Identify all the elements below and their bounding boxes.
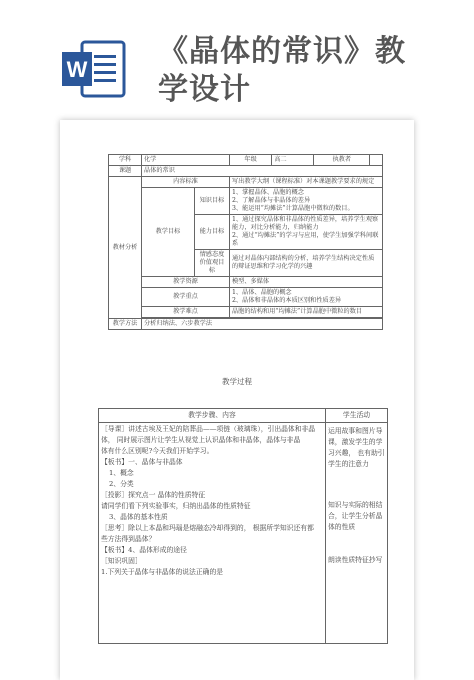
knowledge-item: 1、掌握晶体、晶胞的概念 (232, 189, 304, 196)
lesson-line: 【板书】4、晶体形成的途径 (101, 546, 187, 554)
grade-value: 高二 (272, 155, 314, 166)
difficulty-label: 教学难点 (142, 307, 230, 318)
standard-text: 写出教学大纲（课程标准）对本课题教学要求的规定 (230, 177, 383, 188)
key-item: 2、晶体和非晶体的本质区别和性质差异 (232, 297, 342, 304)
ability-items (230, 215, 383, 250)
lesson-content (99, 423, 326, 644)
topic-label: 课题 (109, 166, 142, 177)
standard-label: 内容标准 (142, 177, 230, 188)
teacher-value (370, 155, 383, 166)
knowledge-items (230, 188, 383, 215)
lesson-line: 3、晶体的基本性质 (109, 513, 168, 521)
ability-label: 能力目标 (195, 215, 230, 250)
emotion-label: 情感态度价值观目标 (195, 250, 230, 277)
activity-header: 学生活动 (326, 409, 388, 423)
lesson-line: 体， 同时展示图片让学生从视觉上认识晶体和非晶体，晶体与非晶 (101, 436, 301, 444)
process-title: 教学过程 (222, 377, 252, 386)
lesson-line: 1.下列关于晶体与非晶体的说法正确的是 (101, 568, 224, 576)
ability-item: 2、通过“均摊法”的学习与应用，使学生加强学科间联系 (232, 232, 379, 247)
emotion-text: 通过对晶体内部结构的分析，培养学生结构决定性质的辩证思维和学习化学的兴趣 (230, 250, 383, 277)
student-activities (326, 423, 388, 644)
difficulty-value: 晶胞的结构和用“均摊法”计算晶胞中微粒的数目 (230, 307, 383, 318)
lesson-line: ［导课］讲述古埃及王妃的陪葬品——项链（玻璃珠），引出晶体和非晶 (101, 425, 316, 433)
lesson-line: 体有什么区别呢?今天我们开始学习。 (101, 447, 214, 455)
analysis-label: 教材分析 (109, 177, 142, 319)
key-label: 教学重点 (142, 288, 230, 307)
svg-text:W: W (66, 57, 88, 82)
document-title-line-1: 《晶体的常识》教 (158, 34, 406, 69)
lesson-line: ［知识巩固］ (101, 557, 142, 565)
knowledge-item: 3、能运用“均摊法”计算晶胞中微粒的数目。 (232, 205, 354, 212)
key-items (230, 288, 383, 307)
ability-item: 1、通过探究晶体和非晶体的性质差异，培养学生观察能力，对比分析能力，归纳能力 (232, 216, 379, 231)
subject-label: 学科 (109, 155, 142, 166)
lesson-line: 些方法得到晶体？ (101, 535, 156, 543)
lesson-line: 【板书】一、晶体与非晶体 (101, 458, 183, 466)
document-title-line-2: 学设计 (158, 72, 251, 107)
student-activity: 朗读性质特征抄写 (328, 556, 383, 564)
goal-label: 教学目标 (142, 188, 195, 277)
method-label: 教学方法 (109, 319, 142, 330)
knowledge-item: 2、了解晶体与非晶体的差异 (232, 197, 311, 204)
teacher-label: 执教者 (314, 155, 370, 166)
lesson-line: ［投影］探究点一 晶体的性质特征 (101, 491, 206, 499)
document-page (60, 120, 414, 680)
process-table (98, 408, 388, 644)
steps-header: 教学步骤、内容 (99, 409, 326, 423)
method-value: 分析归纳法、六步教学法 (142, 319, 383, 330)
word-document-icon (60, 38, 128, 100)
lesson-line: 请同学们看下列实验事实，归纳出晶体的性质特征 (101, 502, 251, 510)
header-banner (0, 0, 474, 112)
student-activity: 运用故事和图片导课，激发学生的学习兴趣， 也有助引学生的注意力 (328, 427, 385, 468)
key-item: 1、晶体、晶胞的概念 (232, 289, 292, 296)
student-activity: 知识与实际的相结合，让学生分析晶体的性质 (328, 501, 383, 531)
lesson-line: ［思考］除以上本晶和玛瑙是熔融态冷却得到的， 根据所学知识还有都 (101, 524, 314, 532)
knowledge-label: 知识目标 (195, 188, 230, 215)
subject-value: 化学 (142, 155, 230, 166)
resource-label: 教学资源 (142, 277, 230, 288)
lesson-line: 2、分类 (109, 480, 134, 488)
grade-label: 年级 (230, 155, 272, 166)
topic-value: 晶体的常识 (142, 166, 383, 177)
lesson-info-table (108, 154, 383, 330)
lesson-line: 1、概念 (109, 469, 134, 477)
resource-value: 模型、多媒体 (230, 277, 383, 288)
